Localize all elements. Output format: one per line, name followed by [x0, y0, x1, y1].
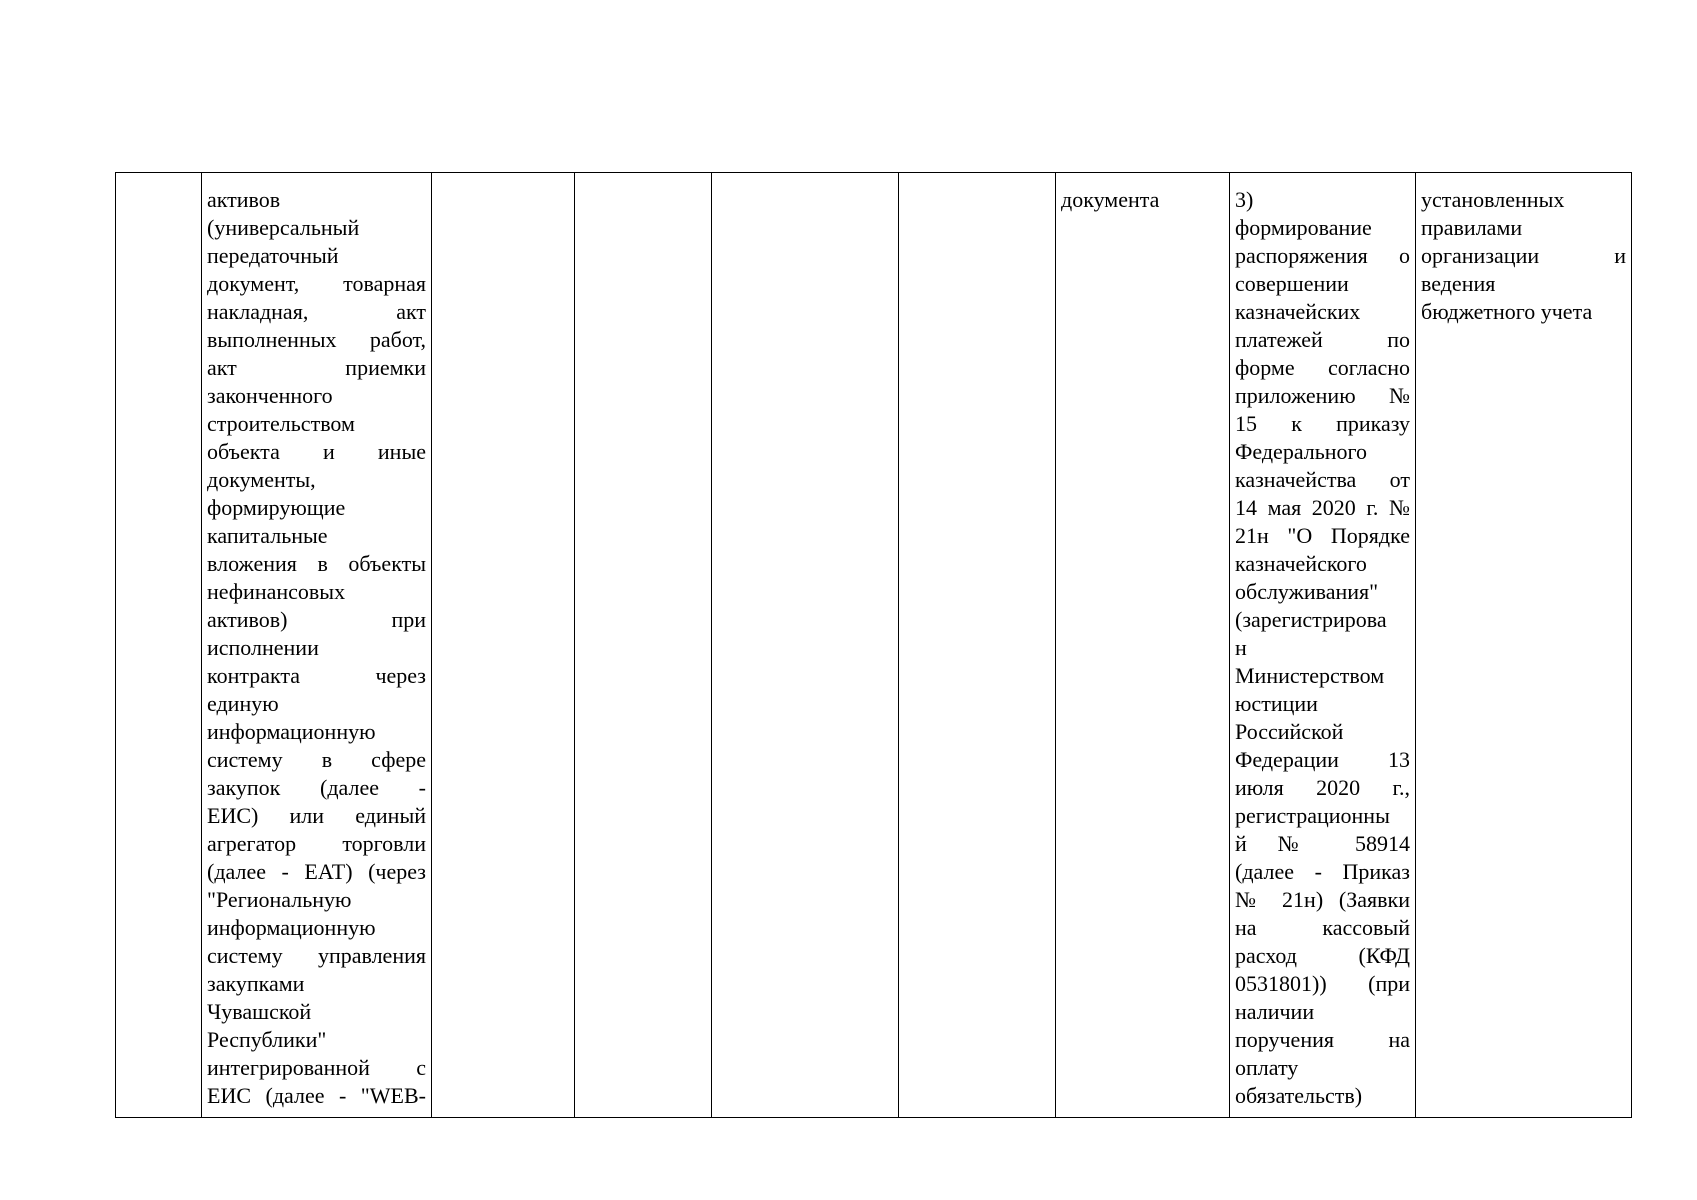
cell-text-line: 3) — [1235, 187, 1254, 212]
cell-text-line: информационную — [207, 915, 376, 940]
cell-text-line: Федерального — [1235, 439, 1368, 464]
cell-text-line: передаточный — [207, 243, 339, 268]
cell-text-line: 21н "О Порядке — [1235, 523, 1410, 548]
table-cell-col4 — [575, 173, 712, 1118]
cell-text-line: формирование — [1235, 215, 1372, 240]
cell-text-line: систему управления — [207, 943, 426, 968]
cell-text-line: единую — [207, 691, 279, 716]
cell-text-line: закупок (далее - — [207, 775, 426, 800]
cell-text-line: поручения на — [1235, 1027, 1410, 1052]
cell-text-line: документ, товарная — [207, 271, 426, 296]
cell-text-line: информационную — [207, 719, 376, 744]
cell-text-line: накладная, акт — [207, 299, 426, 324]
cell-text-line: Российской — [1235, 719, 1344, 744]
cell-text-line: оплату — [1235, 1055, 1299, 1080]
cell-text-line: активов) при — [207, 607, 426, 632]
table-cell-col9 — [1416, 173, 1632, 1118]
cell-text-line: агрегатор торговли — [207, 831, 426, 856]
cell-text-line: приложению № — [1235, 383, 1410, 408]
cell-text-line: законченного — [207, 383, 333, 408]
cell-text-line: н — [1235, 635, 1247, 660]
document-table — [115, 172, 1632, 1118]
table-cell-col7 — [1056, 173, 1230, 1118]
table-cell-col5 — [712, 173, 899, 1118]
cell-text-line: (далее - ЕАТ) (через — [207, 859, 426, 884]
cell-text-line: капитальные — [207, 523, 328, 548]
cell-text-line: обязательств) — [1235, 1083, 1363, 1108]
cell-text-line: интегрированной с — [207, 1055, 426, 1080]
cell-text-line: Республики" — [207, 1027, 327, 1052]
cell-text-line: формирующие — [207, 495, 346, 520]
cell-text-line: нефинансовых — [207, 579, 346, 604]
cell-text-line: объекта и иные — [207, 439, 426, 464]
cell-text-line: 0531801)) (при — [1235, 971, 1410, 996]
table-cell-col2 — [202, 173, 432, 1118]
cell-text-line: форме согласно — [1235, 355, 1410, 380]
cell-text-line: июля 2020 г., — [1235, 775, 1410, 800]
table-cell-col6 — [899, 173, 1056, 1118]
cell-text-line: правилами — [1421, 215, 1523, 240]
cell-text-line: 15 к приказу — [1235, 411, 1410, 436]
cell-text-line: акт приемки — [207, 355, 426, 380]
cell-text-line: систему в сфере — [207, 747, 426, 772]
cell-text-line: 14 мая 2020 г. № — [1235, 495, 1410, 520]
cell-text-line: казначейских — [1235, 299, 1361, 324]
cell-text-line: Чувашской — [207, 999, 312, 1024]
cell-text-line: № 21н) (Заявки — [1235, 887, 1410, 912]
cell-text-line: контракта через — [207, 663, 426, 688]
cell-text-line: организации и — [1421, 243, 1626, 268]
cell-text-line: платежей по — [1235, 327, 1410, 352]
cell-text-line: строительством — [207, 411, 355, 436]
cell-text-line: ЕИС (далее - "WEB- — [207, 1083, 426, 1108]
cell-text-line: казначейства от — [1235, 467, 1410, 492]
cell-text-line: бюджетного учета — [1421, 299, 1593, 324]
cell-text-line: установленных — [1421, 187, 1565, 212]
cell-text-line: исполнении — [207, 635, 319, 660]
table-cell-col3 — [432, 173, 575, 1118]
cell-text-line: вложения в объекты — [207, 551, 426, 576]
cell-text-line: распоряжения о — [1235, 243, 1410, 268]
table-cell-col8 — [1230, 173, 1416, 1118]
cell-text-line: на кассовый — [1235, 915, 1410, 940]
cell-text-line: совершении — [1235, 271, 1349, 296]
cell-text-line: регистрационны — [1235, 803, 1390, 828]
cell-text-line: казначейского — [1235, 551, 1367, 576]
table-cell-col1 — [116, 173, 202, 1118]
cell-text-line: (универсальный — [207, 215, 360, 240]
cell-text-line: юстиции — [1235, 691, 1318, 716]
cell-text-line: й № 58914 — [1235, 831, 1410, 856]
cell-text-line: активов — [207, 187, 281, 212]
table-row — [116, 173, 1632, 1118]
cell-text-line: (зарегистрирова — [1235, 607, 1387, 632]
cell-text-line: выполненных работ, — [207, 327, 426, 352]
cell-text-line: Министерством — [1235, 663, 1385, 688]
cell-text-line: Федерации 13 — [1235, 747, 1410, 772]
cell-text-line: ЕИС) или единый — [207, 803, 426, 828]
cell-text-line: "Региональную — [207, 887, 352, 912]
cell-text-line: расход (КФД — [1235, 943, 1410, 968]
cell-text-line: (далее - Приказ — [1235, 859, 1410, 884]
cell-text-line: документы, — [207, 467, 316, 492]
cell-text-line: ведения — [1421, 271, 1496, 296]
cell-text-line: обслуживания" — [1235, 579, 1379, 604]
cell-text-line: наличии — [1235, 999, 1315, 1024]
cell-text-line: документа — [1061, 187, 1160, 212]
cell-text-line: закупками — [207, 971, 305, 996]
